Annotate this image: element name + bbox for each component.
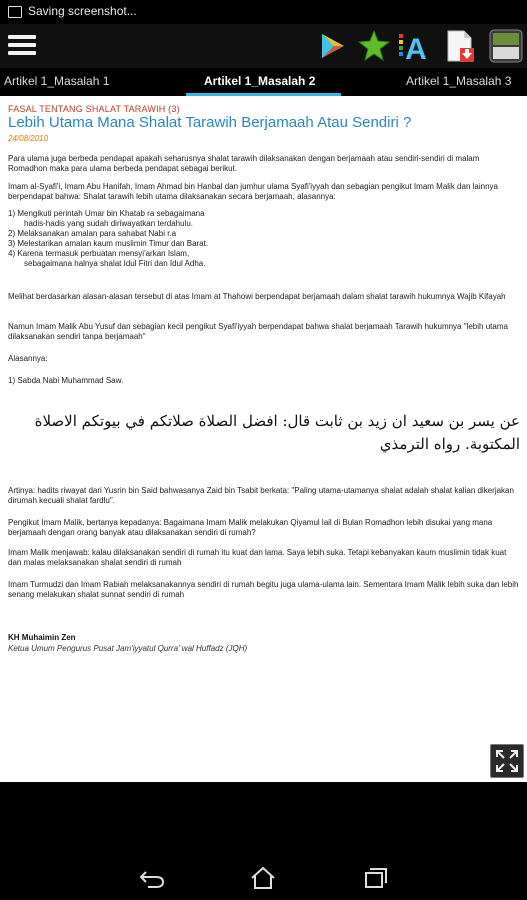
paragraph-malik: Namun Imam Malik Abu Yusuf dan sebagian kecil pengikut Syafi'iyyah berpendapat bahwa shalat berjamaah Tarawih hukumnya "lebih utama dilaksanakan sendiri tanpa berjamaah" — [8, 322, 508, 341]
font-icon[interactable] — [397, 28, 431, 64]
fullscreen-button[interactable] — [490, 744, 524, 778]
author-name: KH Muhaimin Zen — [8, 633, 76, 642]
pdf-download-icon[interactable] — [444, 28, 478, 64]
paragraph-jawab: Imam Malik menjawab: kalau dilaksanakan sendiri di rumah itu kuat dan lama. Saya lebih suka. Tetapi kebanyakan kaum muslimin tidak kuat dan malas melaksanakan shalat sendiri di rumah — [8, 548, 507, 567]
back-icon[interactable] — [138, 866, 166, 890]
arabic-hadith: عن يسر بن سعيد ان زيد بن ثابت قال: افضل الصلاة صلاتكم في بيوتكم الاصلاة المكتوبة. رواه الترمذي — [34, 412, 520, 453]
list-item: sebagaimana halnya shalat Idul Fitri dan Idul Adha. — [24, 259, 206, 268]
list-item: hadis-hadis yang sudah diriwayatkan terdahulu. — [24, 219, 193, 228]
paragraph-sabda: 1) Sabda Nabi Muhammad Saw. — [8, 376, 124, 385]
star-icon[interactable] — [357, 28, 391, 64]
system-nav-bar — [0, 856, 527, 900]
expand-icon — [491, 745, 523, 777]
status-text: Saving screenshot... — [28, 4, 137, 18]
screenshot-icon — [8, 6, 22, 18]
tab-masalah-1[interactable]: Artikel 1_Masalah 1 — [4, 74, 110, 88]
paragraph-thahowi: Melihat berdasarkan alasan-alasan tersebut di atas Imam at Thahowi berpendapat berjamaah dalam shalat tarawih hukumnya Wajib Kifayah — [8, 292, 506, 301]
section-heading: FASAL TENTANG SHALAT TARAWIH (3) — [8, 104, 180, 114]
tab-masalah-2[interactable]: Artikel 1_Masalah 2 — [204, 74, 316, 88]
author-role: Ketua Umum Pengurus Pusat Jam'iyyatul Qurra' wal Huffadz (JQH) — [8, 644, 248, 653]
list-item: 3) Melestarikan amalan kaum muslimin Timur dan Barat. — [8, 239, 209, 248]
artikel-app-icon[interactable] — [489, 28, 523, 64]
home-icon[interactable] — [249, 866, 277, 890]
tab-bar — [0, 68, 527, 96]
article-date: 24/08/2010 — [8, 134, 49, 143]
article-title: Lebih Utama Mana Shalat Tarawih Berjamaah Atau Sendiri ? — [8, 114, 412, 131]
paragraph-intro: Para ulama juga berbeda pendapat apakah seharusnya shalat tarawih dilaksanakan dengan berjamaah atau sendiri-sendiri di malam Romadhon maka para ulama berbeda pendapat sebagai berikut. — [8, 154, 480, 173]
svg-text:A: A — [405, 33, 427, 64]
list-item: 2) Melaksanakan amalan para sahabat Nabi r.a — [8, 229, 177, 238]
paragraph-alasan: Alasannya: — [8, 354, 48, 363]
paragraph-pengikut: Pengikut Imam Malik, bertanya kepadanya: Bagaimana Imam Malik melakukan Qiyamul lail di Bulan Romadhon lebih disukai yang mana berjamaah dengan orang banyak atau dilaksanakan sendiri di rumah? — [8, 518, 493, 537]
paragraph-jumhur: Imam al-Syafi'i, Imam Abu Hanifah, Imam Ahmad bin Hanbal dan jumhur ulama Syafi'iyyah dan sebagian pengikut Imam Malik dan lainnya berpendapat bahwa: Shalat tarawih lebih utama dilaksanakan secara berjamaah, alasannya: — [8, 182, 498, 201]
app-toolbar — [0, 24, 527, 68]
status-bar — [0, 0, 527, 24]
list-item: 1) Mengikuti perintah Umar bin Khatab ra sebagaimana — [8, 209, 205, 218]
list-item: 4) Karena termasuk perbuatan mensyi'arkan Islam, — [8, 249, 190, 258]
article-content[interactable] — [0, 96, 527, 782]
menu-icon[interactable] — [6, 30, 36, 60]
play-icon[interactable] — [316, 28, 350, 64]
tab-masalah-3[interactable]: Artikel 1_Masalah 3 — [406, 74, 512, 88]
paragraph-artinya: Artinya: hadits riwayat dari Yusrin bin Said bahwasanya Zaid bin Tsabit berkata: "Paling utama-utamanya shalat adalah shalat kalian dikerjakan dirumah kecuali shalat fardlu". — [8, 486, 514, 505]
recent-apps-icon[interactable] — [362, 866, 390, 890]
paragraph-turmudzi: Imam Turmudzi dan Imam Rabiah melaksanakannya sendiri di rumah begitu juga ulama-ulama lain. Sementara Imam Malik lebih suka dan lebih senang melakukan shalat sunnat sendiri di rumah — [8, 580, 519, 599]
